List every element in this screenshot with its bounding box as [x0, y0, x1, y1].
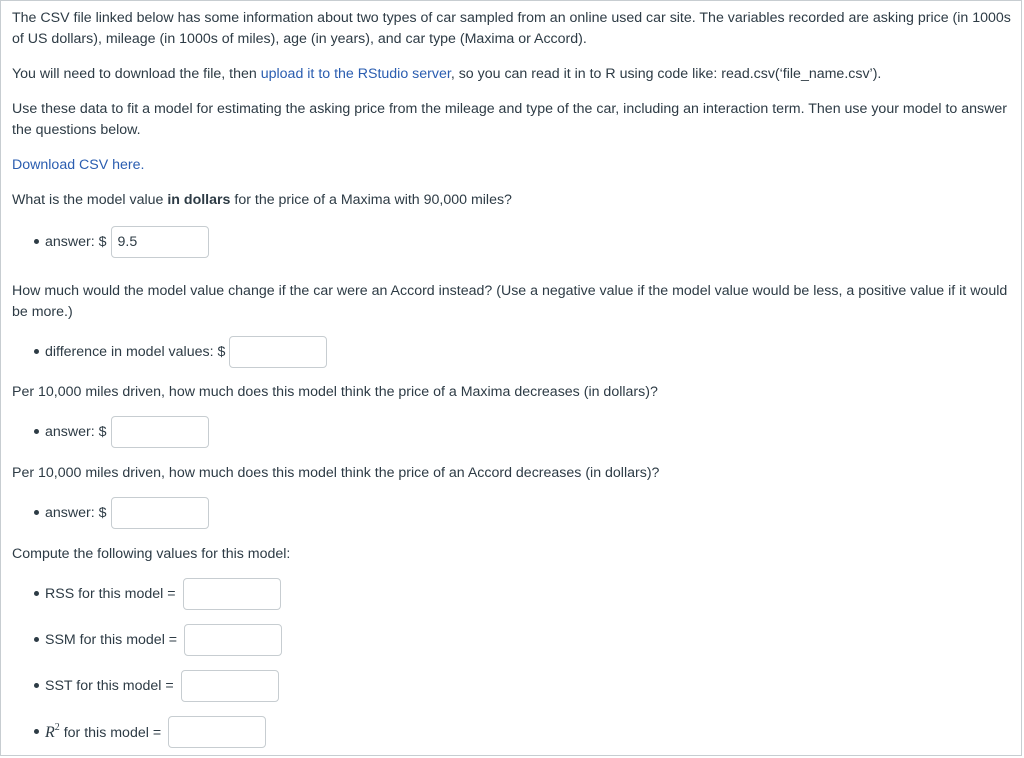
q1-answer-label: answer: $: [45, 233, 107, 250]
q2-answer-list: [12, 335, 1011, 368]
compute-answer-list: [12, 577, 1011, 748]
rss-label: RSS for this model =: [45, 585, 176, 602]
rss-answer-item: [12, 577, 1011, 610]
r2-label: $R^2$ for this model =: [45, 721, 162, 741]
q4-answer-list: [12, 496, 1011, 529]
q3-answer-item: [12, 415, 1011, 448]
model-instructions: Use these data to fit a model for estimating the asking price from the mileage and type of the car, including an interaction term. Then use your model to answer the questions below.: [12, 101, 1007, 138]
spacer: [12, 702, 1011, 715]
q4-answer-item: [12, 496, 1011, 529]
q3-answer-list: [12, 415, 1011, 448]
r2-symbol: $R^2$: [45, 721, 60, 741]
sst-input[interactable]: [181, 670, 279, 702]
rss-input[interactable]: [183, 578, 281, 610]
question-1: [12, 190, 1011, 211]
q2-answer-item: [12, 335, 1011, 368]
r2-answer-item: [12, 715, 1011, 748]
ssm-label: SSM for this model =: [45, 631, 178, 648]
sst-label: SST for this model =: [45, 677, 174, 694]
q3-answer-label: answer: $: [45, 423, 107, 440]
q1-answer-list: [12, 225, 1011, 258]
q2-answer-label: difference in model values: $: [45, 343, 226, 360]
compute-heading: Compute the following values for this model:: [12, 546, 291, 562]
download-csv-link[interactable]: Download CSV here.: [12, 157, 145, 173]
download-paragraph: [12, 155, 1011, 176]
ssm-answer-item: [12, 623, 1011, 656]
q4-answer-input[interactable]: [111, 497, 209, 529]
spacer: [12, 610, 1011, 623]
q1-text-before: What is the model value: [12, 192, 168, 208]
q4-answer-label: answer: $: [45, 504, 107, 521]
q1-bold-text: in dollars: [167, 192, 231, 208]
q1-text-after: for the price of a Maxima with 90,000 miles?: [230, 192, 512, 208]
q2-answer-input[interactable]: [229, 336, 327, 368]
r2-input[interactable]: [168, 716, 266, 748]
upload-rstudio-link[interactable]: upload it to the RStudio server: [260, 66, 451, 82]
rstudio-text-before: You will need to download the file, then: [12, 66, 261, 82]
question-3: Per 10,000 miles driven, how much does this model think the price of a Maxima decreases (in dollars)?: [12, 384, 658, 400]
sst-answer-item: [12, 669, 1011, 702]
ssm-input[interactable]: [184, 624, 282, 656]
q1-answer-item: [12, 225, 1011, 258]
q1-answer-input[interactable]: 9.5: [111, 226, 209, 258]
question-4: Per 10,000 miles driven, how much does this model think the price of an Accord decreases (in dollars)?: [12, 465, 660, 481]
question-2: How much would the model value change if the car were an Accord instead? (Use a negative value if the model value would be less, a positive value if it would be more.): [12, 283, 1008, 320]
rstudio-text-after: , so you can read it in to R using code like: read.csv(‘file_name.csv’).: [450, 66, 882, 82]
q3-answer-input[interactable]: [111, 416, 209, 448]
spacer: [12, 656, 1011, 669]
intro-text: The CSV file linked below has some information about two types of car sampled from an online used car site. The variables recorded are asking price (in 1000s of US dollars), mileage (in 1000s of miles), age (in years), and car type (Maxima or Accord).: [12, 10, 1011, 47]
rstudio-instructions: [12, 64, 1011, 85]
